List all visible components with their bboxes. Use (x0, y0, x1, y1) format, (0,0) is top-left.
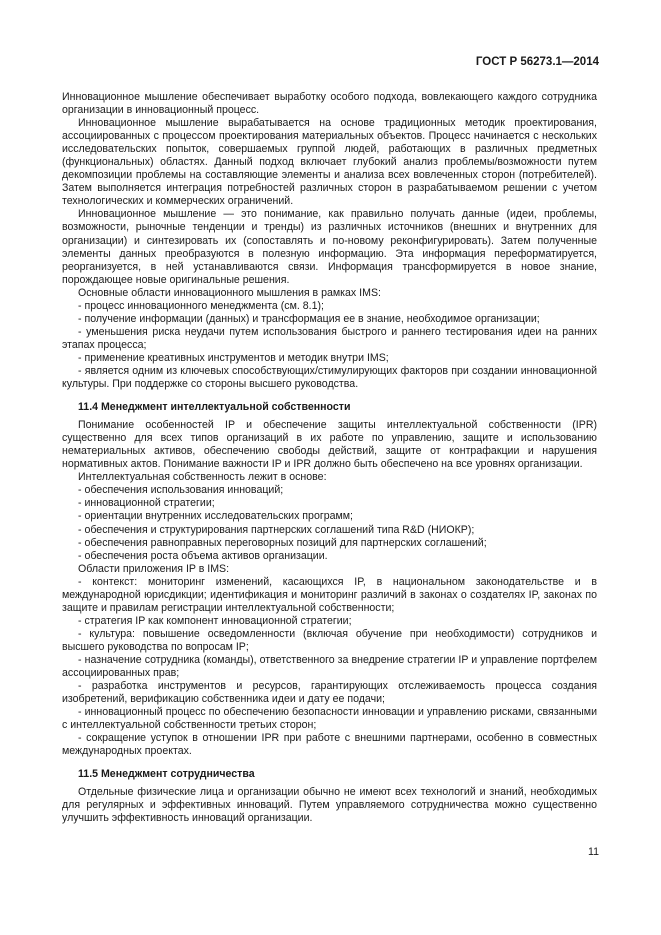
document-header: ГОСТ Р 56273.1—2014 (475, 56, 599, 68)
list-item: - назначение сотрудника (команды), ответственного за внедрение стратегии IP и управление портфелем ассоциированных прав; (62, 653, 597, 680)
list-item: - ориентации внутренних исследовательских программ; (78, 510, 353, 523)
list-item: - обеспечения равноправных переговорных позиций для партнерских соглашений; (78, 536, 487, 549)
section-heading: 11.4 Менеджмент интеллектуальной собственности (78, 401, 351, 414)
list-item: - контекст: мониторинг изменений, касающихся IP, в национальном законодательстве и в международной юрисдикции; идентификация и мониторинг различий в законах о создателях IP, законах по защите и правилам регистрации интеллектуальной собственности; (62, 575, 597, 614)
list-item: - стратегия IP как компонент инновационной стратегии; (78, 614, 352, 627)
paragraph: Области приложения IP в IMS: (78, 562, 230, 575)
paragraph: Инновационное мышление вырабатывается на основе традиционных методик проектирования, ассоциированных с процессом проектирования материальных объектов. Процесс начинается с нескольких исследовательских попыток, совершаемых группой людей, работающих в различных предметных (функциональных) областях. Данный подход включает глубокий анализ проблемы/возможности путем декомпозиции проблемы на составляющие элементы и анализа всех вовлеченных сторон (потребителей). Затем выполняется интеграция потребностей различных сторон в разрабатываемом решении с учетом технологических и коммерческих ограничений. (62, 117, 597, 208)
list-item: - разработка инструментов и ресурсов, гарантирующих отслеживаемость процесса создания изобретений, верификацию собственника идеи и дату ее подачи; (62, 680, 597, 706)
section-heading: 11.5 Менеджмент сотрудничества (78, 768, 255, 781)
paragraph: Интеллектуальная собственность лежит в основе: (78, 471, 327, 484)
list-item: - инновационный процесс по обеспечению безопасности инновации и управлению рисками, связанными с интеллектуальной собственности третьих сторон; (62, 706, 597, 732)
paragraph: Понимание особенностей IP и обеспечение защиты интеллектуальной собственности (IPR) существенно для всех типов организаций в их работе по управлению, защите и использованию нематериальных активов, обеспечению свободы действий, защите от контрафакции и нарушения нормативных актов. Понимание важности IP и IPR должно быть обеспечено на все уровнях организации. (62, 419, 597, 471)
list-item: - обеспечения роста объема активов организации. (78, 549, 328, 562)
paragraph: Отдельные физические лица и организации обычно не имеют всех технологий и знаний, необходимых для регулярных и эффективных инноваций. Путем управляемого сотрудничества можно существенно улучшить эффективность инноваций организации. (62, 786, 597, 825)
paragraph: Основные области инновационного мышления в рамках IMS: (78, 286, 381, 299)
list-item: - обеспечения и структурирования партнерских соглашений типа R&D (НИОКР); (78, 523, 475, 536)
document-body (62, 91, 597, 826)
list-item: - инновационной стратегии; (78, 497, 215, 510)
list-item: - получение информации (данных) и трансформация ее в знание, необходимое организации; (78, 312, 540, 325)
paragraph: Инновационное мышление обеспечивает выработку особого подхода, вовлекающего каждого сотрудника организации в инновационный процесс. (62, 91, 597, 117)
list-item: - уменьшения риска неудачи путем использования быстрого и раннего тестирования идеи на ранних этапах процесса; (62, 325, 597, 351)
list-item: - является одним из ключевых способствующих/стимулирующих факторов при создании инновационной культуры. При поддержке со стороны высшего руководства. (62, 364, 597, 391)
page-number: 11 (588, 846, 599, 858)
list-item: - сокращение уступок в отношении IPR при работе с внешними партнерами, особенно в совместных международных проектах. (62, 732, 597, 758)
paragraph: Инновационное мышление — это понимание, как правильно получать данные (идеи, проблемы, возможности, рыночные тенденции и тренды) из различных источников (внешних и внутренних для организации) и синтезировать их (сопоставлять и по-новому реконфигурировать). Затем полученные элементы данных преобразуются в полезную информацию. Эта информация переформатируется, реорганизуется, в ней устанавливаются связи. Информация трансформируется в новое знание, порождающее новые оригинальные решения. (62, 208, 597, 286)
list-item: - процесс инновационного менеджмента (см. 8.1); (78, 299, 324, 312)
list-item: - культура: повышение осведомленности (включая обучение при необходимости) сотрудников и высшего руководства по вопросам IP; (62, 627, 597, 653)
list-item: - обеспечения использования инноваций; (78, 484, 284, 497)
list-item: - применение креативных инструментов и методик внутри IMS; (78, 351, 389, 364)
